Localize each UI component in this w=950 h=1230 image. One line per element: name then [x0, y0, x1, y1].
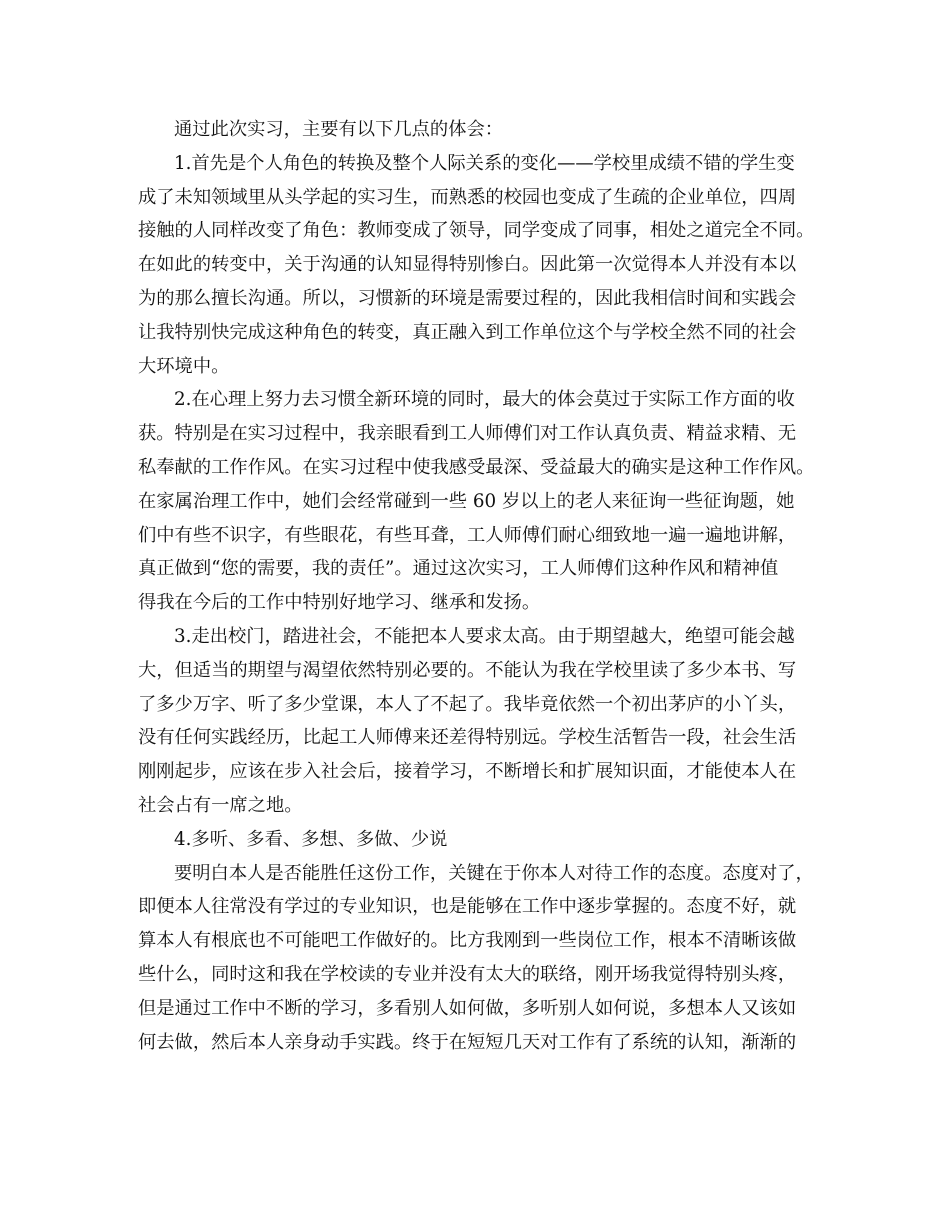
text-line: 何去做，然后本人亲身动手实践。终于在短短几天对工作有了系统的认知，渐渐的	[138, 1031, 797, 1053]
text-line: 3.走出校门，踏进社会，不能把本人要求太高。由于期望越大，绝望可能会越	[174, 625, 795, 647]
text-line: 但是通过工作中不断的学习，多看别人如何做，多听别人如何说，多想本人又该如	[138, 997, 797, 1019]
text-line: 社会占有一席之地。	[138, 794, 303, 816]
text-line: 私奉献的工作作风。在实习过程中使我感受最深、受益最大的确实是这种工作作风。	[138, 456, 815, 478]
text-line: 在家属治理工作中，她们会经常碰到一些 60 岁以上的老人来征询一些征询题，她	[138, 490, 795, 512]
text-line: 大，但适当的期望与渴望依然特别必要的。不能认为我在学校里读了多少本书、写	[138, 659, 797, 681]
text-line: 接触的人同样改变了角色：教师变成了领导，同学变成了同事，相处之道完全不同。	[138, 220, 815, 242]
text-line: 们中有些不识字，有些眼花，有些耳聋，工人师傅们耐心细致地一遍一遍地讲解，	[138, 524, 797, 546]
text-line: 即便本人往常没有学过的专业知识，也是能够在工作中逐步掌握的。态度不好，就	[138, 896, 797, 918]
text-line: 获。特别是在实习过程中，我亲眼看到工人师傅们对工作认真负责、精益求精、无	[138, 423, 797, 445]
text-line: 刚刚起步，应该在步入社会后，接着学习，不断增长和扩展知识面，才能使本人在	[138, 761, 797, 783]
text-line: 些什么，同时这和我在学校读的专业并没有太大的联络，刚开场我觉得特别头疼，	[138, 963, 797, 985]
text-line: 通过此次实习，主要有以下几点的体会：	[174, 119, 504, 140]
document-body	[138, 113, 828, 1059]
text-line: 大环境中。	[138, 355, 230, 377]
text-line: 了多少万字、听了多少堂课，本人了不起了。我毕竟依然一个初出茅庐的小丫头，	[138, 693, 797, 715]
text-line: 4.多听、多看、多想、多做、少说	[174, 828, 448, 850]
text-line: 2.在心理上努力去习惯全新环境的同时，最大的体会莫过于实际工作方面的收	[174, 389, 795, 411]
text-line: 在如此的转变中，关于沟通的认知显得特别惨白。因此第一次觉得本人并没有本以	[138, 254, 797, 276]
text-line: 1.首先是个人角色的转换及整个人际关系的变化——学校里成绩不错的学生变	[174, 152, 795, 174]
text-line: 要明白本人是否能胜任这份工作，关键在于你本人对待工作的态度。态度对了，	[174, 862, 814, 884]
text-line: 算本人有根底也不可能吧工作做好的。比方我刚到一些岗位工作，根本不清晰该做	[138, 930, 797, 952]
text-line: 得我在今后的工作中特别好地学习、继承和发扬。	[138, 592, 541, 614]
text-line: 没有任何实践经历，比起工人师傅来还差得特别远。学校生活暂告一段，社会生活	[138, 727, 797, 749]
text-line: 真正做到“您的需要，我的责任”。通过这次实习，工人师傅们这种作风和精神值	[138, 558, 779, 580]
text-line: 为的那么擅长沟通。所以，习惯新的环境是需要过程的，因此我相信时间和实践会	[138, 287, 797, 309]
text-line: 让我特别快完成这种角色的转变，真正融入到工作单位这个与学校全然不同的社会	[138, 321, 797, 343]
text-line: 成了未知领域里从头学起的实习生，而熟悉的校园也变成了生疏的企业单位，四周	[138, 186, 797, 208]
